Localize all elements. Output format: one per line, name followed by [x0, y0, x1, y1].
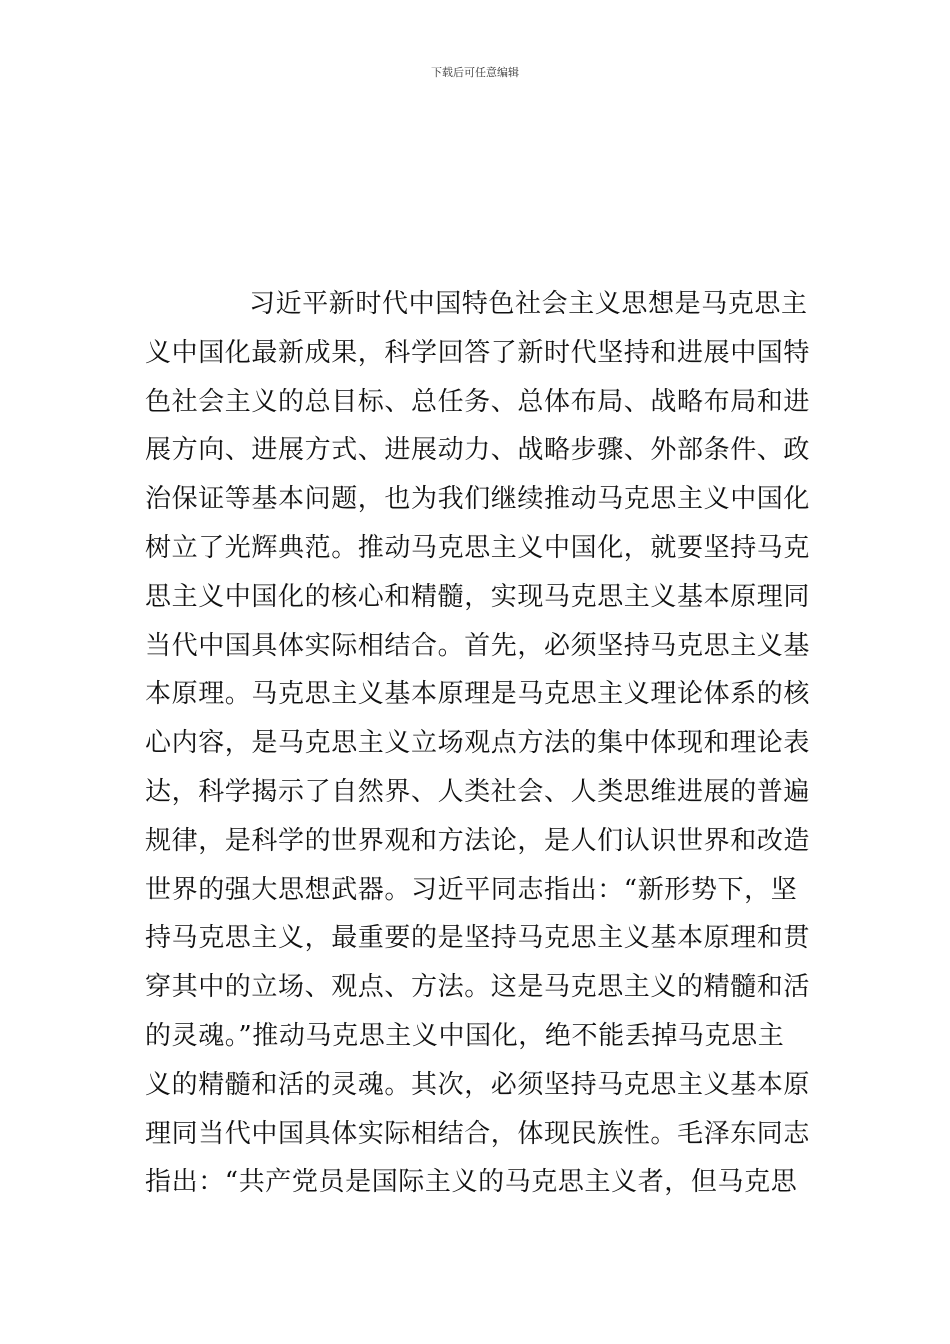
paragraph-line: 世界的强大思想武器。习近平同志指出：“新形势下，坚	[145, 874, 798, 905]
paragraph-line: 心内容，是马克思主义立场观点方法的集中体现和理论表	[145, 728, 811, 759]
paragraph-line: 习近平新时代中国特色社会主义思想是马克思主	[249, 289, 808, 319]
paragraph-line: 展方向、进展方式、进展动力、战略步骤、外部条件、政	[145, 435, 811, 466]
paragraph-line: 达，科学揭示了自然界、人类社会、人类思维进展的普遍	[145, 776, 811, 807]
paragraph-line: 树立了光辉典范。推动马克思主义中国化，就要坚持马克	[145, 532, 811, 563]
page-header: 下载后可任意编辑	[431, 66, 519, 79]
paragraph-line: 义的精髓和活的灵魂。其次，必须坚持马克思主义基本原	[145, 1069, 811, 1100]
paragraph-line: 思主义中国化的核心和精髓，实现马克思主义基本原理同	[145, 581, 811, 612]
paragraph-line: 义中国化最新成果，科学回答了新时代坚持和进展中国特	[145, 337, 811, 368]
paragraph-line: 的灵魂。”推动马克思主义中国化，绝不能丢掉马克思主	[145, 1020, 785, 1051]
paragraph-line: 治保证等基本问题，也为我们继续推动马克思主义中国化	[145, 484, 811, 515]
paragraph-line: 指出：“共产党员是国际主义的马克思主义者，但马克思	[145, 1167, 798, 1198]
paragraph-line: 规律，是科学的世界观和方法论，是人们认识世界和改造	[145, 825, 811, 856]
body-paragraph	[145, 280, 810, 1207]
paragraph-line: 理同当代中国具体实际相结合，体现民族性。毛泽东同志	[145, 1118, 811, 1149]
paragraph-line: 本原理。马克思主义基本原理是马克思主义理论体系的核	[145, 679, 811, 710]
paragraph-line: 持马克思主义，最重要的是坚持马克思主义基本原理和贯	[145, 923, 811, 954]
paragraph-line: 色社会主义的总目标、总任务、总体布局、战略布局和进	[145, 386, 811, 417]
paragraph-line: 穿其中的立场、观点、方法。这是马克思主义的精髓和活	[145, 972, 811, 1003]
paragraph-line: 当代中国具体实际相结合。首先，必须坚持马克思主义基	[145, 630, 811, 661]
